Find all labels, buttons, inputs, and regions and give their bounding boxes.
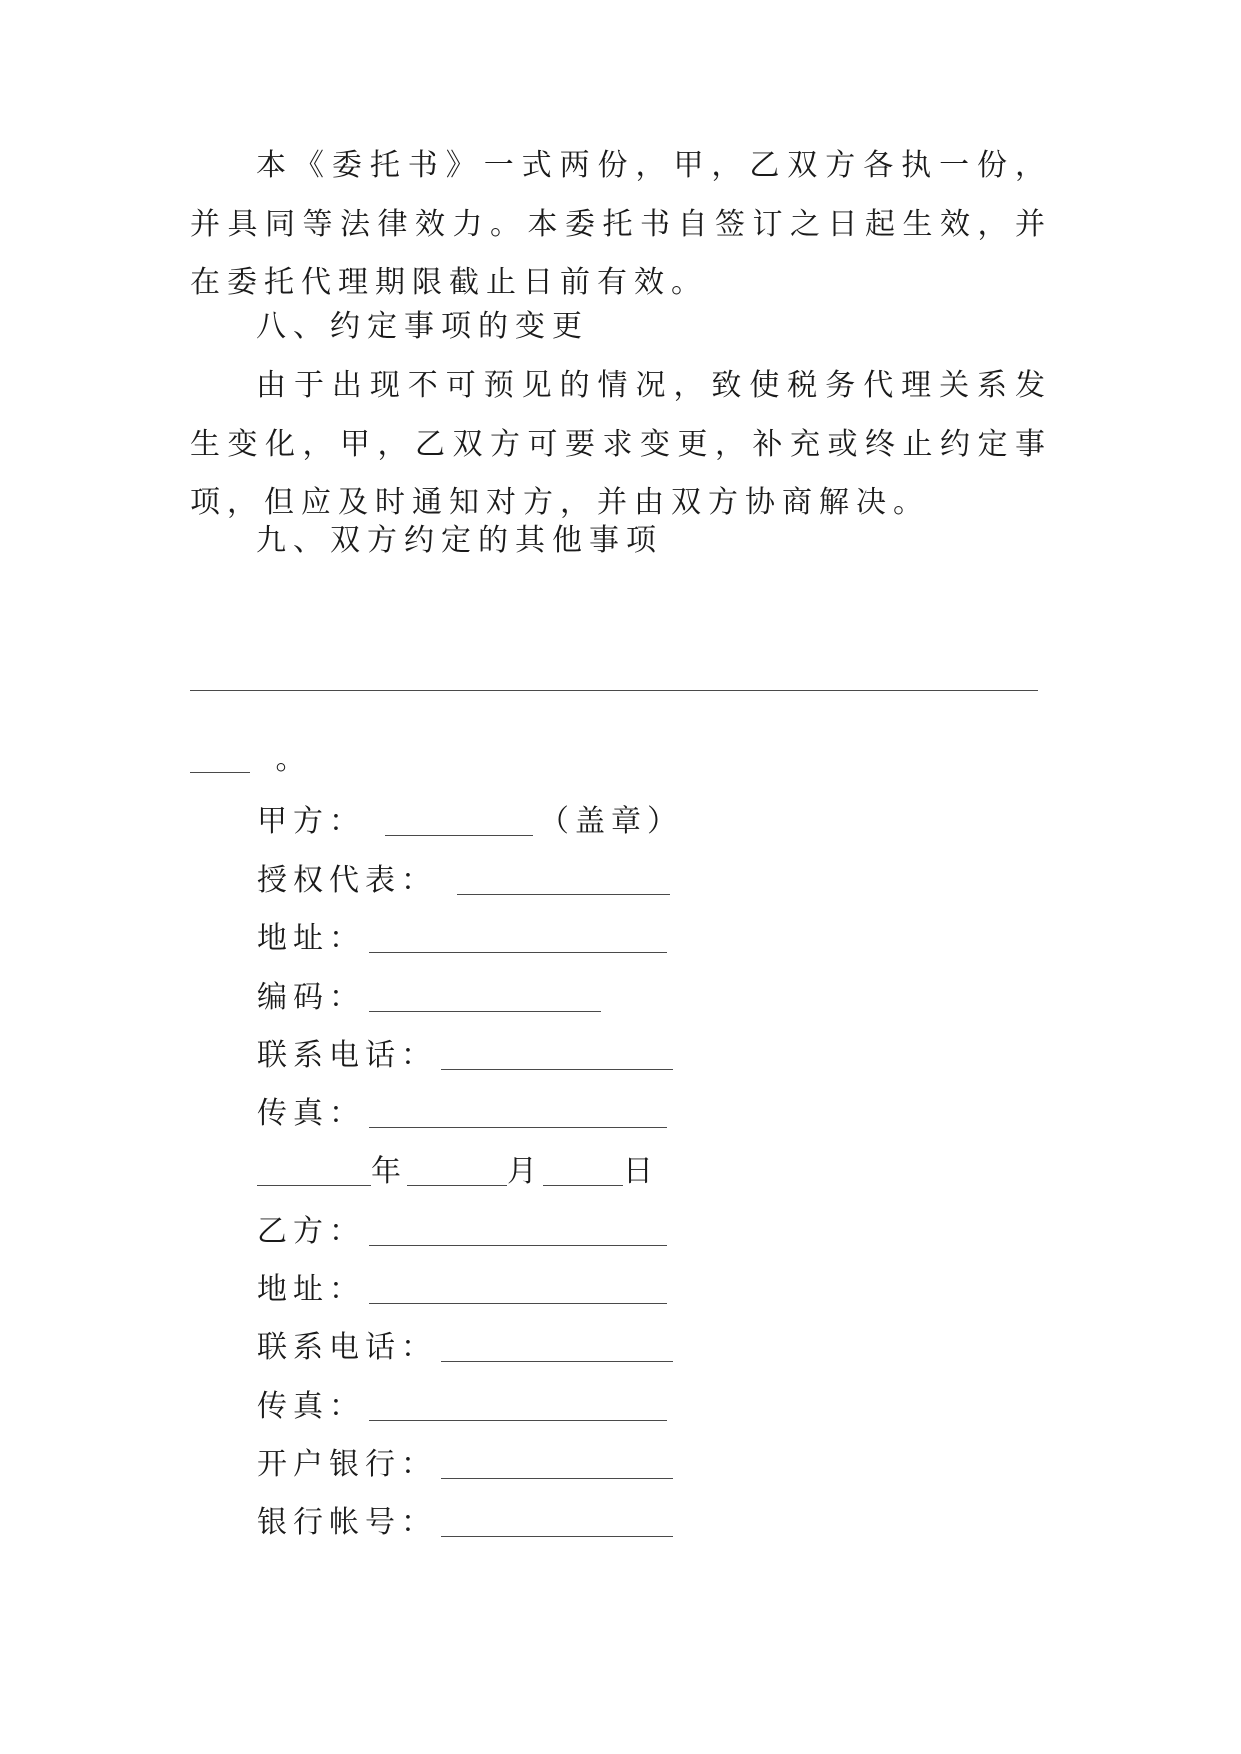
heading-section-8: 八、约定事项的变更	[256, 309, 589, 344]
party-b-account-row	[257, 1503, 673, 1543]
end-mark: 。	[275, 742, 312, 777]
party-a-fax-row	[257, 1094, 667, 1134]
year-field[interactable]	[257, 1155, 371, 1186]
party-b-phone-field[interactable]	[441, 1331, 673, 1362]
party-a-code-label: 编码：	[257, 980, 365, 1015]
party-b-account-label: 银行帐号：	[257, 1505, 437, 1540]
other-matters-blank-short[interactable]	[190, 742, 250, 773]
day-label: 日	[623, 1154, 659, 1189]
party-b-phone-label: 联系电话：	[257, 1330, 437, 1365]
heading-section-9: 九、双方约定的其他事项	[256, 523, 663, 558]
party-b-fax-label: 传真：	[257, 1389, 365, 1424]
party-a-address-field[interactable]	[369, 922, 667, 953]
month-field[interactable]	[407, 1155, 507, 1186]
party-a-fax-label: 传真：	[257, 1096, 365, 1131]
party-a-name-row	[257, 802, 683, 842]
party-a-address-label: 地址：	[257, 921, 365, 956]
party-a-name-label: 甲方：	[257, 804, 365, 839]
party-a-code-field[interactable]	[369, 981, 601, 1012]
day-field[interactable]	[543, 1155, 623, 1186]
party-b-fax-field[interactable]	[369, 1390, 667, 1421]
party-a-name-field[interactable]	[385, 805, 533, 836]
date-row	[257, 1152, 659, 1192]
party-a-rep-label: 授权代表：	[257, 863, 437, 898]
party-a-address-row	[257, 919, 667, 959]
party-a-phone-row	[257, 1036, 673, 1076]
party-a-fax-field[interactable]	[369, 1097, 667, 1128]
party-b-bank-field[interactable]	[441, 1448, 673, 1479]
party-b-bank-row	[257, 1445, 673, 1485]
party-b-bank-label: 开户银行：	[257, 1447, 437, 1482]
party-a-rep-field[interactable]	[457, 864, 670, 895]
party-b-name-label: 乙方：	[257, 1214, 365, 1249]
paragraph-change-terms: 由于出现不可预见的情况，致使税务代理关系发生变化，甲，乙双方可要求变更，补充或终止约定事项，但应及时通知对方，并由双方协商解决。	[190, 368, 1052, 520]
party-b-account-field[interactable]	[441, 1506, 673, 1537]
party-b-name-field[interactable]	[369, 1215, 667, 1246]
party-a-seal-label: （盖章）	[539, 804, 683, 839]
party-a-code-row	[257, 978, 601, 1018]
party-b-name-row	[257, 1212, 667, 1252]
party-b-fax-row	[257, 1387, 667, 1427]
month-label: 月	[507, 1154, 543, 1189]
year-label: 年	[371, 1154, 407, 1189]
other-matters-blank-end	[190, 740, 312, 780]
other-matters-blank-line[interactable]	[190, 690, 1038, 691]
party-b-address-row	[257, 1270, 667, 1310]
party-b-address-field[interactable]	[369, 1273, 667, 1304]
party-a-phone-field[interactable]	[441, 1039, 673, 1070]
party-a-phone-label: 联系电话：	[257, 1038, 437, 1073]
party-b-phone-row	[257, 1328, 673, 1368]
party-b-address-label: 地址：	[257, 1272, 365, 1307]
party-a-rep-row	[257, 861, 670, 901]
paragraph-copies-validity: 本《委托书》一式两份，甲，乙双方各执一份，并具同等法律效力。本委托书自签订之日起生效，并在委托代理期限截止日前有效。	[190, 148, 1052, 300]
